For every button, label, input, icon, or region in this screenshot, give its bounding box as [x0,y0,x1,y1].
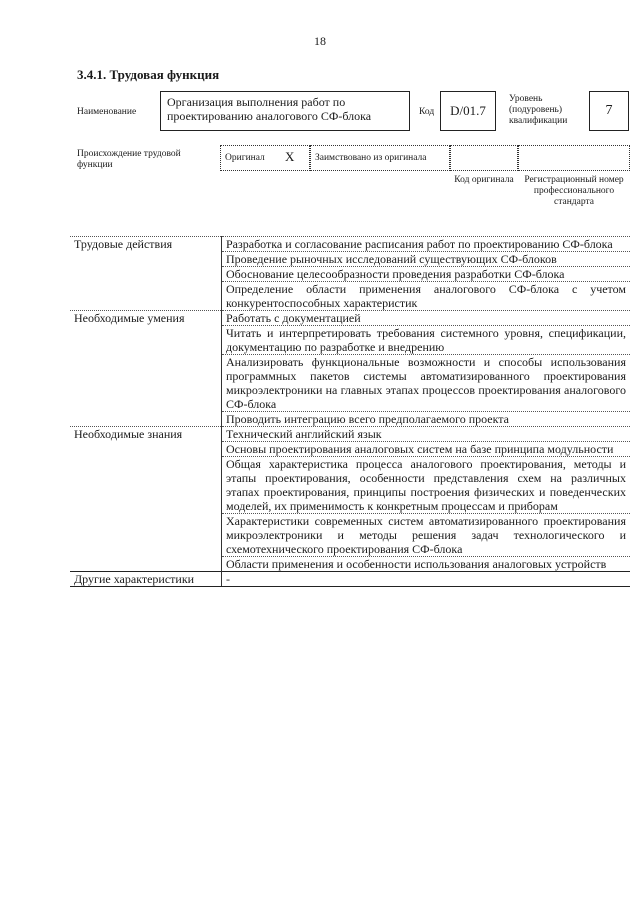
item-cell: Области применения и особенности использования аналоговых устройств [222,557,631,572]
origin-code-cell [450,145,518,171]
item-cell: - [222,572,631,587]
category-cell: Трудовые действия [70,237,222,311]
code-value-box: D/01.7 [440,91,496,131]
item-cell: Проведение рыночных исследований существующих СФ-блоков [222,252,631,267]
origin-original-mark: X [285,149,295,164]
table-row [70,427,630,442]
category-cell: Другие характеристики [70,572,222,587]
origin-original-label: Оригинал [225,153,265,163]
item-cell: Анализировать функциональные возможности и способы использования программных пакетов системы автоматизированного проектирования микроэлектроники на главных этапах процессов проектирования аналогового СФ-блока [222,355,631,412]
name-value-box: Организация выполнения работ по проектированию аналогового СФ-блока [160,91,410,131]
section-title: 3.4.1. Трудовая функция [77,67,220,82]
item-cell: Общая характеристика процесса аналогового проектирования, методы и этапы проектирования, особенности представления схем на различных этапах проектирования, принципы построения физических и поведенческих моделей, их применимость к конкретным процессам и приборам [222,457,631,514]
origin-original-cell [220,145,310,171]
reg-number-label: Регистрационный номер профессионального стандарта [524,175,624,207]
level-value-box: 7 [589,91,629,131]
origin-reg-number-cell [518,145,630,171]
origin-label: Происхождение трудовой функции [77,149,181,170]
item-cell: Читать и интерпретировать требования системного уровня, спецификации, документацию по разработке и внедрению [222,326,631,355]
category-cell: Необходимые знания [70,427,222,572]
table-row [70,237,630,252]
page-number: 18 [314,34,326,48]
origin-borrowed-cell [310,145,450,171]
category-cell: Необходимые умения [70,311,222,427]
item-cell: Проводить интеграцию всего предполагаемого проекта [222,412,631,427]
level-label: Уровень (подуровень) квалификации [509,94,568,126]
orig-code-label: Код оригинала [454,175,514,185]
table-row [70,572,630,587]
item-cell: Работать с документацией [222,311,631,326]
item-cell: Основы проектирования аналоговых систем на базе принципа модульности [222,442,631,457]
function-details-table [70,236,630,587]
table-row [70,311,630,326]
item-cell: Технический английский язык [222,427,631,442]
item-cell: Обоснование целесообразности проведения разработки СФ-блока [222,267,631,282]
code-label: Код [419,107,435,117]
item-cell: Определение области применения аналогового СФ-блока с учетом конкурентоспособных характеристик [222,282,631,311]
origin-borrowed-label: Заимствовано из оригинала [315,153,427,163]
item-cell: Характеристики современных систем автоматизированного проектирования микроэлектроники и методы решения задач технологического и схемотехнического проектирования СФ-блока [222,514,631,557]
item-cell: Разработка и согласование расписания работ по проектированию СФ-блока [222,237,631,252]
name-label: Наименование [77,107,137,117]
